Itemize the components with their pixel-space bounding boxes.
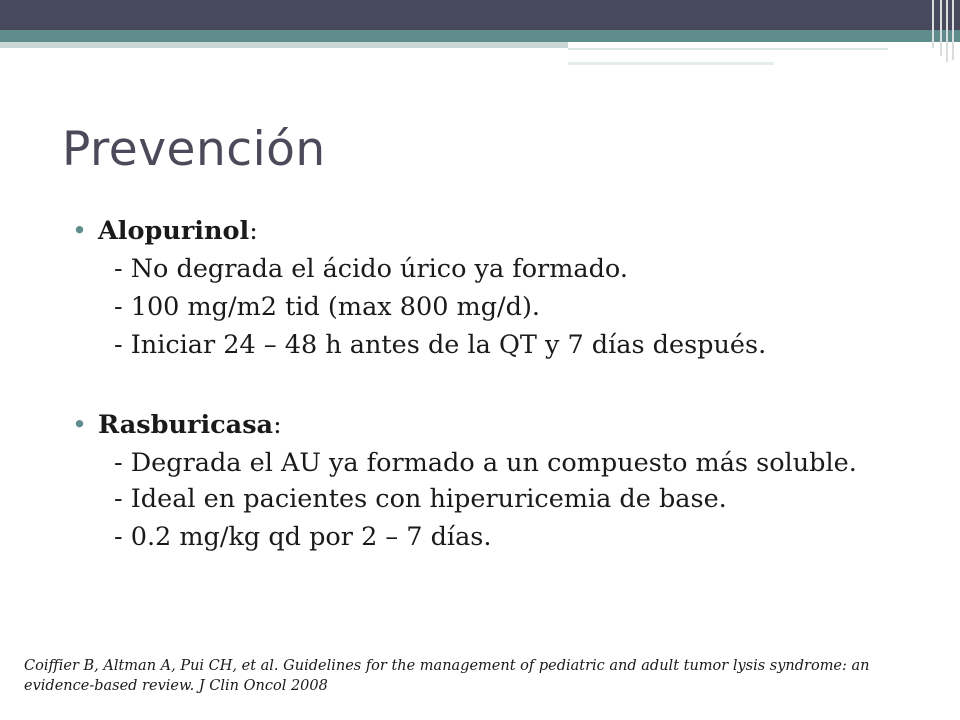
decorative-rule — [932, 0, 934, 48]
bullet-line: - Degrada el AU ya formado a un compuesto más soluble. — [114, 448, 857, 478]
spacer — [72, 364, 912, 406]
bullet-alopurinol — [72, 212, 912, 364]
bullet-line: - 100 mg/m2 tid (max 800 mg/d). — [114, 292, 541, 322]
header-bar — [0, 0, 960, 30]
bullet-line: - No degrada el ácido úrico ya formado. — [114, 254, 628, 284]
bullet-heading-colon: : — [273, 410, 282, 440]
bullet-dot-icon: • — [72, 216, 88, 246]
decorative-rule — [940, 0, 942, 56]
decorative-rule — [946, 0, 948, 62]
header-rule-2 — [568, 62, 774, 65]
bullet-line: - Iniciar 24 – 48 h antes de la QT y 7 días después. — [114, 330, 767, 360]
bullet-heading: Rasburicasa — [98, 410, 274, 440]
bullet-line: - 0.2 mg/kg qd por 2 – 7 días. — [114, 522, 492, 552]
citation: Coiffier B, Altman A, Pui CH, et al. Guidelines for the management of pediatric and adult tumor lysis syndrome: an evidence-based review. J Clin Oncol 2008 — [24, 658, 870, 694]
decorative-rule — [952, 0, 954, 60]
bullet-dot-icon: • — [72, 410, 88, 440]
bullet-rasburicasa — [72, 406, 912, 556]
bullet-heading-colon: : — [249, 216, 258, 246]
bullet-heading: Alopurinol — [98, 216, 250, 246]
slide-title: Prevención — [62, 122, 326, 177]
header-stripe — [0, 30, 960, 42]
slide-body — [72, 212, 912, 556]
header-stripe-light — [0, 42, 568, 48]
bullet-line: - Ideal en pacientes con hiperuricemia de base. — [114, 484, 727, 514]
header-rule — [568, 48, 888, 50]
